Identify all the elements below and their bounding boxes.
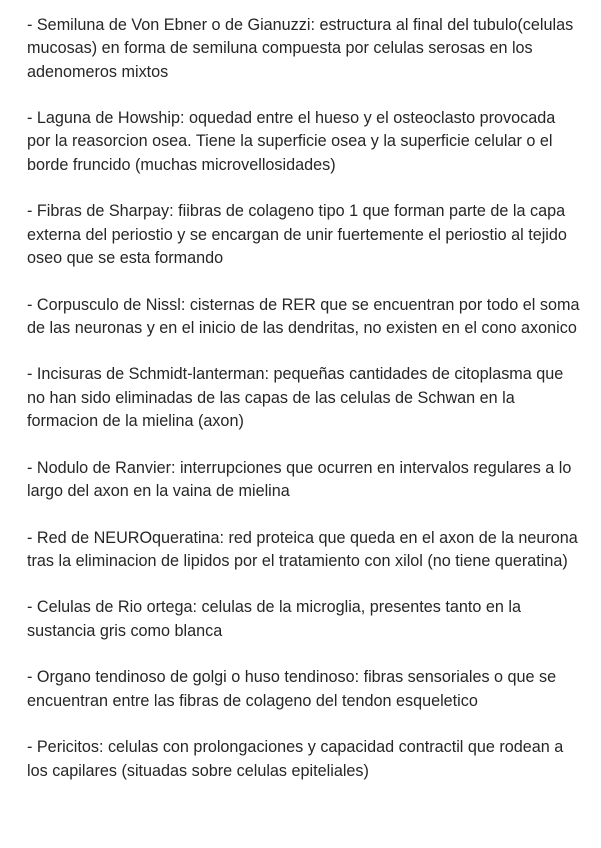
entry-pericitos: - Pericitos: celulas con prolongaciones y capacidad contractil que rodean a los capilares (situadas sobre celulas epiteliales) [27, 738, 564, 780]
entry-laguna-howship: - Laguna de Howship: oquedad entre el hueso y el osteoclasto provocada por la reasorcion osea. Tiene la superficie osea y la superficie celular o el borde fruncido (muchas microvellosidades) [27, 109, 556, 174]
entry-fibras-sharpay: - Fibras de Sharpay: fiibras de colageno tipo 1 que forman parte de la capa externa del periostio y se encargan de unir fuertemente el periostio al tejido oseo que se esta formando [27, 202, 567, 267]
entry-nodulo-ranvier: - Nodulo de Ranvier: interrupciones que ocurren en intervalos regulares a lo largo del axon en la vaina de mielina [27, 458, 572, 500]
entry-semiluna-von-ebner: - Semiluna de Von Ebner o de Gianuzzi: estructura al final del tubulo(celulas mucosas) en forma de semiluna compuesta por celulas serosas en los adenomeros mixtos [27, 16, 574, 81]
entry-incisuras-schmidt-lanterman: - Incisuras de Schmidt-lanterman: pequeñas cantidades de citoplasma que no han sido eliminadas de las capas de las celulas de Schwan en la formacion de la mielina (axon) [27, 365, 564, 431]
notes-document [27, 14, 583, 783]
entry-corpusculo-nissl: - Corpusculo de Nissl: cisternas de RER que se encuentran por todo el soma de las neuronas y en el inicio de las dendritas, no existen en el cono axonico [27, 295, 580, 337]
entry-celulas-rio-ortega: - Celulas de Rio ortega: celulas de la microglia, presentes tanto en la sustancia gris como blanca [27, 598, 521, 640]
entry-red-neuroqueratina: - Red de NEUROqueratina: red proteica que queda en el axon de la neurona tras la eliminacion de lipidos por el tratamiento con xilol (no tiene queratina) [27, 528, 578, 570]
entry-organo-tendinoso-golgi: - Organo tendinoso de golgi o huso tendinoso: fibras sensoriales o que se encuentran entre las fibras de colageno del tendon esqueletico [27, 668, 557, 710]
